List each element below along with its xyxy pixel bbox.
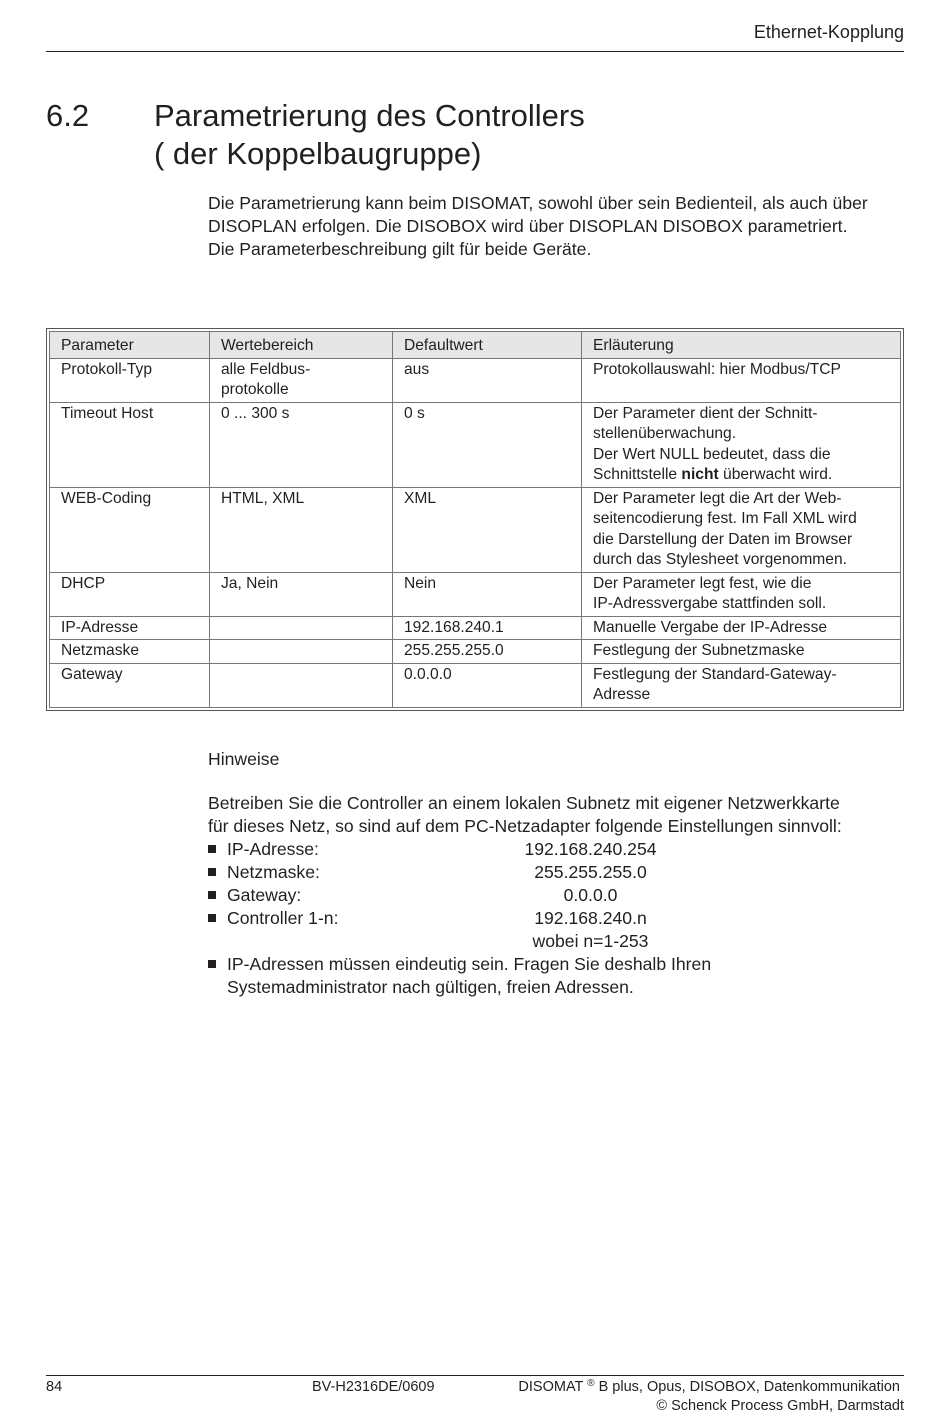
notes-title: Hinweise [208, 749, 280, 769]
intro-text [208, 192, 908, 261]
table-cell-default: 192.168.240.1 [393, 616, 582, 640]
table-row [50, 616, 901, 640]
setting-value: 255.255.255.0 [534, 862, 647, 882]
page-number: 84 [46, 1379, 63, 1395]
header-divider [46, 51, 904, 52]
setting-label: IP-Adresse: [227, 839, 319, 859]
square-bullet-icon [208, 845, 216, 853]
square-bullet-icon [208, 914, 216, 922]
section-number: 6.2 [46, 98, 90, 133]
table-cell-default: Nein [393, 572, 582, 616]
list-item [208, 953, 908, 999]
setting-label: Gateway: [227, 885, 302, 905]
setting-value-note: wobei n=1-253 [532, 931, 649, 951]
document-id: BV-H2316DE/0609 [312, 1379, 435, 1395]
parameter-table [49, 331, 901, 708]
table-row [50, 640, 901, 664]
running-header: Ethernet-Kopplung [753, 22, 904, 42]
emphasis-text: nicht [681, 466, 719, 483]
list-item [208, 861, 908, 884]
copyright: © Schenck Process GmbH, Darmstadt [656, 1398, 904, 1414]
table-cell-range: alle Feldbus- protokolle [210, 358, 393, 402]
product-line: DISOMAT ® B plus, Opus, DISOBOX, Datenkommunikation [518, 1378, 900, 1395]
table-cell-description: Festlegung der Standard-Gateway- Adresse [582, 663, 901, 707]
table-cell-description: Festlegung der Subnetzmaske [582, 640, 901, 664]
notes-section [208, 748, 908, 999]
table-cell-description: Der Parameter legt die Art der Web- seitencodierung fest. Im Fall XML wird die Darstellung der Daten im Browser durch das Stylesheet vorgenommen. [582, 487, 901, 572]
intro-paragraph: Die Parametrierung kann beim DISOMAT, sowohl über sein Bedienteil, als auch über DISOPLAN erfolgen. Die DISOBOX wird über DISOPLAN DISOBOX parametriert. [208, 193, 868, 236]
table-cell-default: XML [393, 487, 582, 572]
table-cell-parameter: DHCP [50, 572, 210, 616]
list-item [208, 907, 908, 930]
table-cell-range [210, 663, 393, 707]
list-item-continuation [208, 930, 908, 953]
list-item [208, 884, 908, 907]
table-cell-description: Der Parameter dient der Schnitt- stellenüberwachung. Der Wert NULL bedeutet, dass die Schnittstelle nicht überwacht wird. [582, 402, 901, 487]
final-note-line1: IP-Adressen müssen eindeutig sein. Fragen Sie deshalb Ihren [227, 954, 712, 974]
table-cell-parameter: Timeout Host [50, 402, 210, 487]
table-cell-parameter: WEB-Coding [50, 487, 210, 572]
table-cell-default: aus [393, 358, 582, 402]
parameter-table-frame [46, 328, 904, 711]
table-cell-parameter: Protokoll-Typ [50, 358, 210, 402]
section-title-line2: ( der Koppelbaugruppe) [154, 136, 482, 171]
table-cell-description: Der Parameter legt fest, wie die IP-Adressvergabe stattfinden soll. [582, 572, 901, 616]
table-cell-range: 0 ... 300 s [210, 402, 393, 487]
table-cell-default: 255.255.255.0 [393, 640, 582, 664]
column-header: Defaultwert [393, 332, 582, 359]
table-row [50, 663, 901, 707]
intro-line: Die Parameterbeschreibung gilt für beide Geräte. [208, 239, 592, 259]
setting-value: 192.168.240.n [534, 908, 647, 928]
table-row [50, 487, 901, 572]
square-bullet-icon [208, 960, 216, 968]
list-item [208, 838, 908, 861]
setting-label: Netzmaske: [227, 862, 320, 882]
section-title [154, 97, 585, 173]
table-row [50, 402, 901, 487]
column-header: Erläuterung [582, 332, 901, 359]
setting-value: 0.0.0.0 [563, 885, 618, 905]
setting-label: Controller 1-n: [227, 908, 339, 928]
table-row [50, 358, 901, 402]
table-row [50, 572, 901, 616]
table-cell-default: 0.0.0.0 [393, 663, 582, 707]
table-cell-default: 0 s [393, 402, 582, 487]
table-cell-description: Manuelle Vergabe der IP-Adresse [582, 616, 901, 640]
table-cell-range [210, 616, 393, 640]
table-cell-range: Ja, Nein [210, 572, 393, 616]
table-cell-parameter: Gateway [50, 663, 210, 707]
column-header: Wertebereich [210, 332, 393, 359]
table-cell-parameter: IP-Adresse [50, 616, 210, 640]
table-header-row [50, 332, 901, 359]
registered-mark: ® [587, 1378, 595, 1389]
table-cell-range [210, 640, 393, 664]
final-note-line2: Systemadministrator nach gültigen, freien Adressen. [227, 977, 634, 997]
notes-intro: Betreiben Sie die Controller an einem lokalen Subnetz mit eigener Netzwerkkarte für dieses Netz, so sind auf dem PC-Netzadapter folgende Einstellungen sinnvoll: [208, 793, 842, 836]
square-bullet-icon [208, 891, 216, 899]
footer-divider [46, 1375, 904, 1376]
table-cell-range: HTML, XML [210, 487, 393, 572]
square-bullet-icon [208, 868, 216, 876]
column-header: Parameter [50, 332, 210, 359]
section-title-line1: Parametrierung des Controllers [154, 98, 585, 133]
table-cell-parameter: Netzmaske [50, 640, 210, 664]
setting-value: 192.168.240.254 [524, 839, 657, 859]
table-cell-description: Protokollauswahl: hier Modbus/TCP [582, 358, 901, 402]
